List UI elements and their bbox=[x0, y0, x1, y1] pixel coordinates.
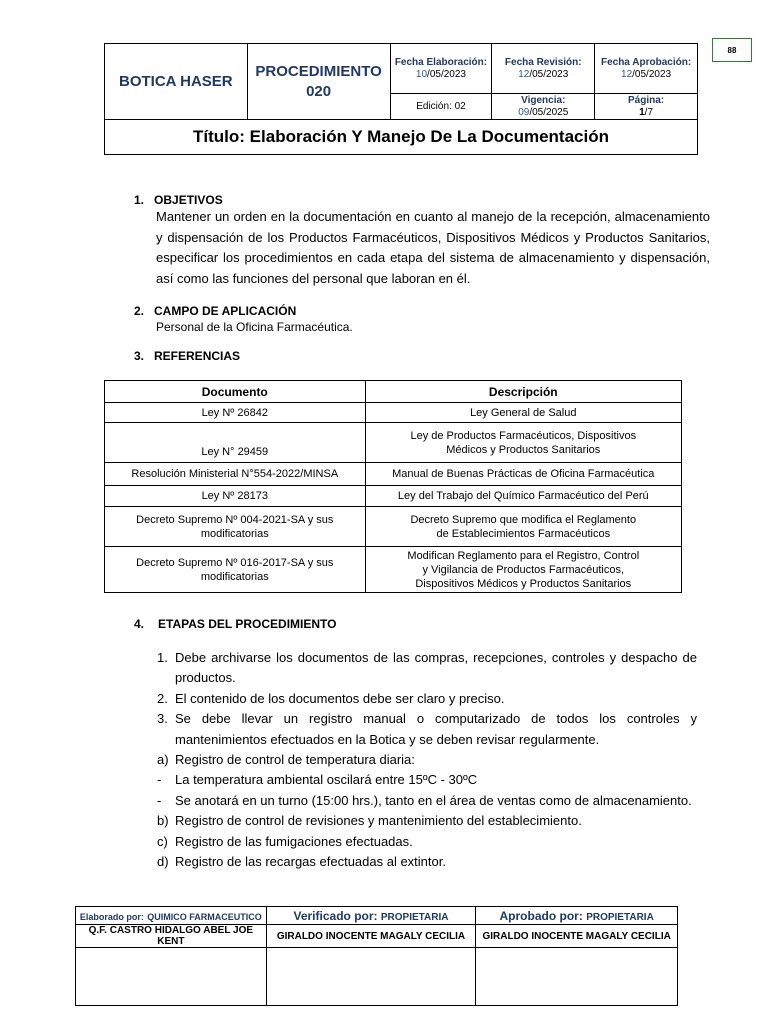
section-campo-heading: 2. CAMPO DE APLICACIÓN bbox=[134, 304, 297, 318]
document-header bbox=[104, 43, 698, 155]
list-item: b) Registro de control de revisiones y mantenimiento del establecimiento. bbox=[157, 813, 582, 829]
elaborado-name: Q.F. CASTRO HIDALGO ABEL JOE KENT bbox=[76, 925, 267, 948]
procedure-label: PROCEDIMIENTO bbox=[255, 62, 382, 80]
page-number-badge: 88 bbox=[712, 38, 752, 62]
table-row: Decreto Supremo Nº 004-2021-SA y sus modificatorias Decreto Supremo que modifica el Reglamento de Establecimientos Farmacéuticos bbox=[105, 507, 682, 547]
aprobado-por: Aprobado por: PROPIETARIA bbox=[476, 907, 678, 925]
list-item: 3. Se debe llevar un registro manual o computarizado de todos los controles y mantenimientos efectuados en la Botica y se deben revisar regularmente. bbox=[157, 711, 697, 747]
campo-text: Personal de la Oficina Farmacéutica. bbox=[156, 320, 353, 334]
section-objetivos-heading: 1. OBJETIVOS bbox=[134, 193, 223, 207]
aprobado-name: GIRALDO INOCENTE MAGALY CECILIA bbox=[476, 925, 678, 948]
elaborado-signature-cell bbox=[76, 948, 267, 1006]
list-item: a) Registro de control de temperatura diaria: bbox=[157, 752, 415, 768]
section-referencias-heading: 3. REFERENCIAS bbox=[134, 349, 241, 363]
fecha-aprobacion bbox=[595, 44, 698, 94]
table-row: Ley Nº 26842 Ley General de Salud bbox=[105, 403, 682, 423]
list-item: - La temperatura ambiental oscilará entre 15ºC - 30ºC bbox=[157, 772, 478, 788]
fecha-revision bbox=[492, 44, 595, 94]
pagina-label: Página: bbox=[628, 94, 665, 106]
signature-table bbox=[75, 906, 678, 1006]
fecha-elaboracion bbox=[390, 44, 492, 94]
list-item: 1. Debe archivarse los documentos de las compras, recepciones, controles y despacho de productos. bbox=[157, 650, 697, 686]
section-etapas-heading: 4. ETAPAS DEL PROCEDIMIENTO bbox=[134, 617, 337, 631]
edicion: Edición: 02 bbox=[390, 94, 492, 120]
pagina bbox=[595, 94, 698, 120]
column-header-documento: Documento bbox=[105, 381, 366, 403]
table-row: Decreto Supremo Nº 016-2017-SA y sus modificatorias Modifican Reglamento para el Registro, Control y Vigilancia de Productos Farmacéuticos, Dispositivos Médicos y Productos Sanitarios bbox=[105, 547, 682, 593]
list-item: - Se anotará en un turno (15:00 hrs.), tanto en el área de ventas como de almacenamiento. bbox=[157, 792, 692, 808]
vigencia-label: Vigencia: bbox=[521, 94, 566, 106]
verificado-signature-cell bbox=[266, 948, 476, 1006]
aprobado-signature-cell bbox=[476, 948, 678, 1006]
table-row: Resolución Ministerial N°554-2022/MINSA Manual de Buenas Prácticas de Oficina Farmacéutica bbox=[105, 463, 682, 486]
procedure-id bbox=[247, 44, 390, 120]
fecha-revision-value: 12/05/2023 bbox=[518, 68, 569, 80]
vigencia bbox=[492, 94, 595, 120]
list-item: c) Registro de las fumigaciones efectuadas. bbox=[157, 833, 413, 849]
vigencia-value: 09/05/2025 bbox=[518, 106, 569, 118]
document-title: Título: Elaboración Y Manejo De La Documentación bbox=[105, 120, 698, 155]
pagina-value: 1/7 bbox=[639, 106, 654, 118]
fecha-elaboracion-label: Fecha Elaboración: bbox=[394, 56, 488, 68]
procedure-steps bbox=[157, 648, 697, 872]
fecha-aprobacion-label: Fecha Aprobación: bbox=[600, 56, 692, 68]
verificado-por: Verificado por: PROPIETARIA bbox=[266, 907, 476, 925]
elaborado-por: Elaborado por: QUIMICO FARMACEUTICO bbox=[76, 907, 267, 925]
list-item: d) Registro de las recargas efectuadas al extintor. bbox=[157, 854, 446, 870]
list-item: 2. El contenido de los documentos debe ser claro y preciso. bbox=[157, 690, 505, 706]
table-row: Ley Nº 28173 Ley del Trabajo del Químico Farmacéutico del Perú bbox=[105, 486, 682, 507]
objetivos-text: Mantener un orden en la documentación en cuanto al manejo de la recepción, almacenamiento y dispensación de los Productos Farmacéuticos, Dispositivos Médicos y Productos Sanitarios, especificar los procedimientos en cada etapa del sistema de almacenamiento y dispensación, así como las funciones del personal que laboran en él. bbox=[156, 209, 710, 286]
fecha-elaboracion-value: 10/05/2023 bbox=[415, 68, 466, 80]
fecha-aprobacion-value: 12/05/2023 bbox=[621, 68, 672, 80]
company-name: BOTICA HASER bbox=[105, 44, 248, 120]
verificado-name: GIRALDO INOCENTE MAGALY CECILIA bbox=[266, 925, 476, 948]
references-table bbox=[104, 380, 682, 593]
table-row: Ley N° 29459 Ley de Productos Farmacéuticos, Dispositivos Médicos y Productos Sanitarios bbox=[105, 423, 682, 463]
fecha-revision-label: Fecha Revisión: bbox=[504, 56, 582, 68]
column-header-descripcion: Descripción bbox=[365, 381, 681, 403]
procedure-number: 020 bbox=[306, 82, 332, 100]
